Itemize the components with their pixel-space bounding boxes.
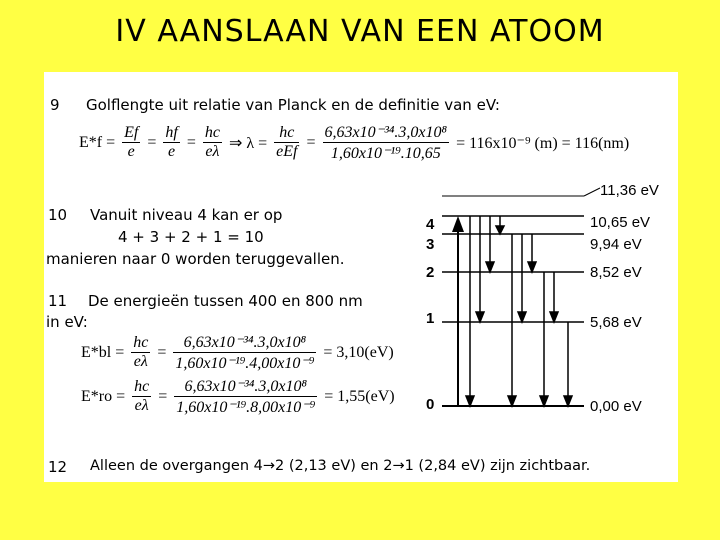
q11-bl-lhs: E*bl = xyxy=(81,343,125,361)
page-title: IV AANSLAAN VAN EEN ATOOM xyxy=(115,14,605,49)
level-number-0: 0 xyxy=(426,396,435,413)
q9-f3-num: hc xyxy=(204,124,220,141)
q11-equation-red: E*ro = $\frac{hc}{e\lambda}$ = $\frac{\text{6,63x10⁻³⁴.3,0x10⁸}}{\text{1,60x10⁻¹⁹.8,00x10⁻⁹}}$ = 1,55(eV) xyxy=(81,378,395,416)
q10-line3: manieren naar 0 worden teruggevallen. xyxy=(46,250,345,268)
energy-label-1: 5,68 eV xyxy=(590,314,642,331)
q11-ro-lhs: E*ro = xyxy=(81,387,126,405)
q10-line1: Vanuit niveau 4 kan er op xyxy=(90,206,283,224)
q10-line2: 4 + 3 + 2 + 1 = 10 xyxy=(118,228,264,246)
q9-result: = 116x10⁻⁹ (m) = 116(nm) xyxy=(456,134,630,152)
q11-ro-f1-den: eλ xyxy=(134,397,149,414)
q9-f5-num: 6,63x10⁻³⁴.3,0x10⁸ xyxy=(324,124,448,141)
q9-f2-num: hf xyxy=(165,124,178,141)
energy-label-4: 10,65 eV xyxy=(590,214,651,231)
q10-number: 10 xyxy=(48,206,68,224)
excitation-arrowhead xyxy=(452,216,464,232)
q11-bl-f1-den: eλ xyxy=(133,353,148,370)
leader-line xyxy=(584,188,600,196)
q9-text: Golflengte uit relatie van Planck en de definitie van eV: xyxy=(86,96,500,114)
energy-label-2: 8,52 eV xyxy=(590,264,642,281)
q9-f1-den: e xyxy=(127,143,135,160)
level-number-2: 2 xyxy=(426,264,435,281)
q11-number: 11 xyxy=(48,292,68,310)
q9-f2-den: e xyxy=(168,143,176,160)
q11-ro-f2-den: 1,60x10⁻¹⁹.8,00x10⁻⁹ xyxy=(176,399,316,416)
q11-line2: in eV: xyxy=(46,313,88,331)
q12-text: Alleen de overgangen 4→2 (2,13 eV) en 2→1 (2,84 eV) zijn zichtbaar. xyxy=(90,458,591,474)
energy-label-ionization: 11,36 eV xyxy=(600,182,659,199)
q11-bl-f2-num: 6,63x10⁻³⁴.3,0x10⁸ xyxy=(173,332,316,353)
q11-ro-f2-num: 6,63x10⁻³⁴.3,0x10⁸ xyxy=(174,376,317,397)
energy-level-diagram xyxy=(414,180,678,420)
level-number-1: 1 xyxy=(426,310,435,327)
q9-f5-den: 1,60x10⁻¹⁹.10,65 xyxy=(330,145,441,162)
q9-f4-den: eEf xyxy=(276,143,298,160)
transition-arrows xyxy=(466,216,572,406)
q9-number: 9 xyxy=(50,96,60,114)
q11-bl-result: = 3,10(eV) xyxy=(323,343,394,361)
q11-equation-blue: E*bl = $\frac{hc}{e\lambda}$ = $\frac{\text{6,63x10⁻³⁴.3,0x10⁸}}{\text{1,60x10⁻¹⁹.4,00x10⁻⁹}}$ = 3,10(eV) xyxy=(81,334,394,372)
energy-label-3: 9,94 eV xyxy=(590,236,642,253)
q9-lhs: E*f = xyxy=(79,133,116,151)
q11-ro-f1-num: hc xyxy=(134,378,150,395)
q9-equation: E*f = $\frac{Ef}{e}$ = $\frac{hf}{e}$ = $\frac{hc}{e\lambda}$ ⇒ λ = $\frac{hc}{\text{eEf}}$ = $\frac{\text{6,63x10⁻³⁴.3,0x10⁸}}{\text{1,60x10⁻¹⁹.10,65}}$ = 116x10⁻⁹ (m) = 116(nm) xyxy=(79,124,630,162)
level-number-4: 4 xyxy=(426,216,435,233)
q11-line1: De energieën tussen 400 en 800 nm xyxy=(88,292,363,310)
q9-f1-num: Ef xyxy=(124,124,139,141)
q11-bl-f1-num: hc xyxy=(133,334,149,351)
q11-ro-result: = 1,55(eV) xyxy=(324,387,395,405)
energy-label-0: 0,00 eV xyxy=(590,398,642,415)
level-number-3: 3 xyxy=(426,236,435,253)
q9-f3-den: eλ xyxy=(205,143,220,160)
q12-number: 12 xyxy=(48,458,68,476)
q9-arrow: ⇒ λ = xyxy=(228,134,268,152)
q11-bl-f2-den: 1,60x10⁻¹⁹.4,00x10⁻⁹ xyxy=(175,355,315,372)
q9-f4-num: hc xyxy=(274,124,299,143)
